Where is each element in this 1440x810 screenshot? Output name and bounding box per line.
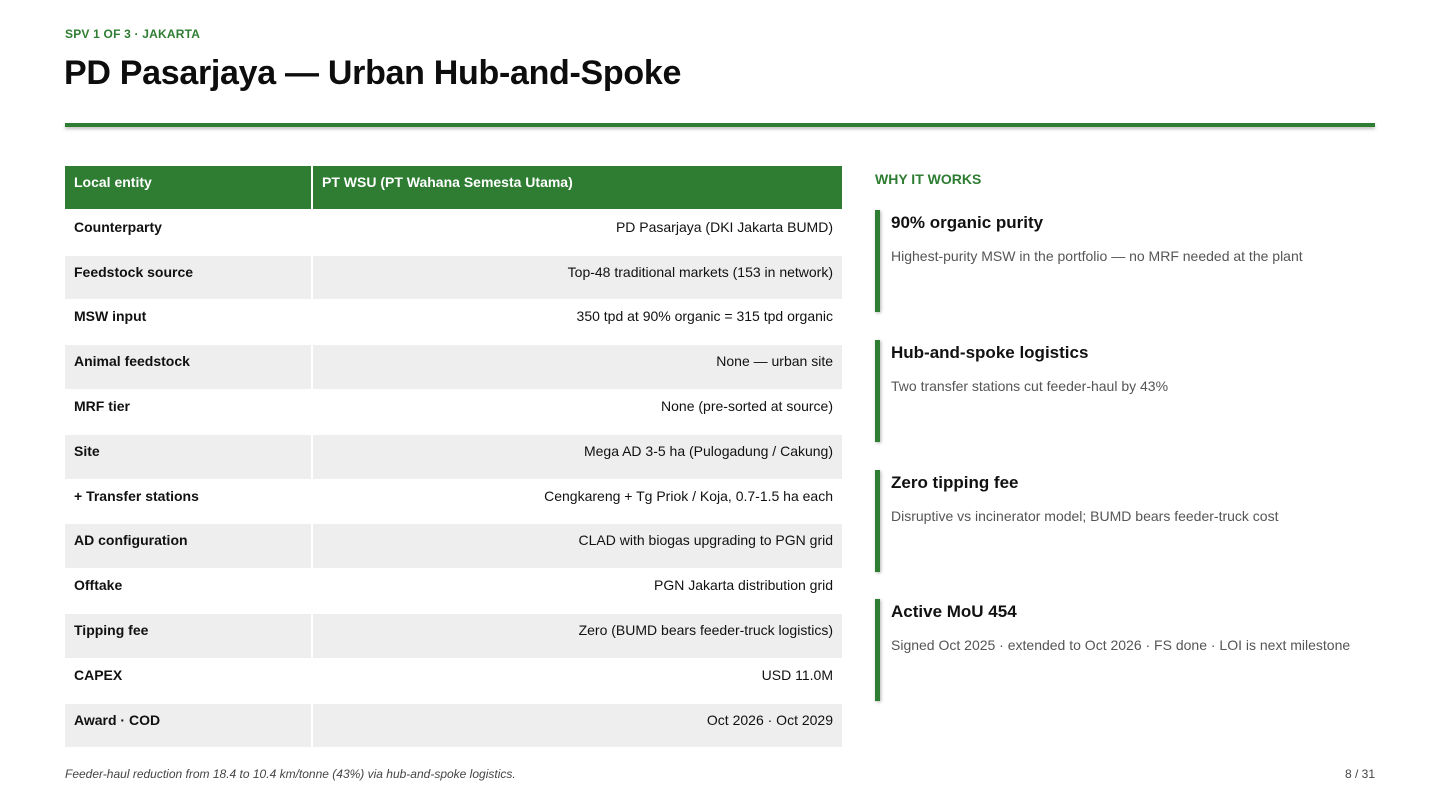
row-value: Zero (BUMD bears feeder-truck logistics) [313,614,842,659]
table-row [65,300,842,345]
row-value: PGN Jakarta distribution grid [313,569,842,614]
card-accent-bar [875,340,880,442]
row-key: Award · COD [65,704,313,749]
card-title: Hub-and-spoke logistics [891,343,1089,362]
table-row [65,256,842,301]
row-key: MSW input [65,300,313,345]
table-row [65,704,842,749]
card-description: Disruptive vs incinerator model; BUMD bears feeder-truck cost [891,508,1279,524]
footnote: Feeder-haul reduction from 18.4 to 10.4 km/tonne (43%) via hub-and-spoke logistics. [65,767,516,781]
card-title: Zero tipping fee [891,473,1019,492]
table-row [65,614,842,659]
row-key: Counterparty [65,211,313,256]
title-divider [65,123,1375,127]
spv-spec-table [65,166,842,748]
table-row [65,435,842,480]
card-title: 90% organic purity [891,213,1044,232]
row-value: None — urban site [313,345,842,390]
table-row [65,480,842,525]
row-key: Offtake [65,569,313,614]
card-description: Highest-purity MSW in the portfolio — no MRF needed at the plant [891,248,1303,264]
benefit-card-mou [875,599,1380,701]
row-value: 350 tpd at 90% organic = 315 tpd organic [313,300,842,345]
row-key: Feedstock source [65,256,313,301]
row-value: None (pre-sorted at source) [313,390,842,435]
benefit-card-hub-spoke [875,340,1380,442]
row-value: CLAD with biogas upgrading to PGN grid [313,524,842,569]
row-key: MRF tier [65,390,313,435]
row-value: Cengkareng + Tg Priok / Koja, 0.7-1.5 ha each [313,480,842,525]
row-value: Top-48 traditional markets (153 in network) [313,256,842,301]
table-row [65,211,842,256]
row-key: AD configuration [65,524,313,569]
card-description: Signed Oct 2025 · extended to Oct 2026 · FS done · LOI is next milestone [891,637,1351,653]
benefit-card-tipping-fee [875,470,1380,572]
row-key: + Transfer stations [65,480,313,525]
table-row [65,524,842,569]
row-value: Oct 2026 · Oct 2029 [313,704,842,749]
row-value: Mega AD 3-5 ha (Pulogadung / Cakung) [313,435,842,480]
table-header-key: Local entity [65,166,313,211]
slide-eyebrow: SPV 1 OF 3 · JAKARTA [65,27,201,41]
table-header-row [65,166,842,211]
card-title: Active MoU 454 [891,602,1017,621]
table-row [65,659,842,704]
row-key: CAPEX [65,659,313,704]
card-accent-bar [875,599,880,701]
table-row [65,345,842,390]
row-key: Site [65,435,313,480]
table-row [65,390,842,435]
table-row [65,569,842,614]
benefit-card-organic-purity [875,210,1380,312]
row-key: Animal feedstock [65,345,313,390]
row-value: PD Pasarjaya (DKI Jakarta BUMD) [313,211,842,256]
card-accent-bar [875,210,880,312]
table-header-value: PT WSU (PT Wahana Semesta Utama) [313,166,842,211]
slide-title: PD Pasarjaya — Urban Hub-and-Spoke [64,54,682,92]
page-number: 8 / 31 [1344,767,1375,781]
row-value: USD 11.0M [313,659,842,704]
card-accent-bar [875,470,880,572]
card-description: Two transfer stations cut feeder-haul by 43% [891,378,1169,394]
why-it-works-heading: WHY IT WORKS [875,171,982,187]
row-key: Tipping fee [65,614,313,659]
